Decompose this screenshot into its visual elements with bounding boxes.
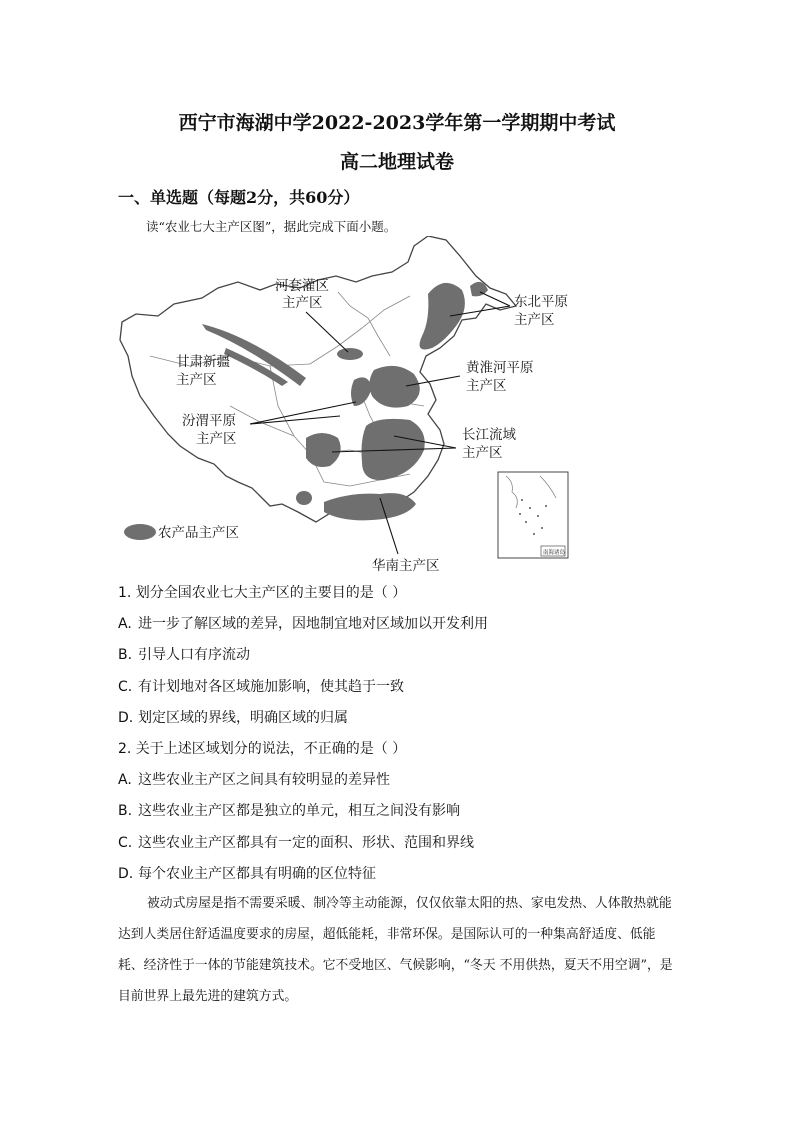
label-gansu-line1: 甘肃新疆 (176, 354, 230, 370)
option-letter: C. (118, 835, 133, 851)
option-text: 这些农业主产区之间具有较明显的差异性 (138, 772, 390, 788)
label-changjiang-line1: 长江流域 (462, 427, 516, 443)
question-2-option-c[interactable] (118, 832, 474, 852)
option-text: 这些农业主产区都是独立的单元，相互之间没有影响 (138, 803, 460, 819)
label-huanan: 华南主产区 (372, 558, 440, 574)
label-huanghuai-line2: 主产区 (466, 378, 507, 394)
label-hetao-line1: 河套灌区 (275, 278, 329, 294)
huanan-west-region (296, 491, 312, 505)
option-letter: D. (118, 710, 134, 726)
option-letter: A. (118, 772, 132, 788)
question-1-stem: 1. 划分全国农业七大主产区的主要目的是（ ） (118, 585, 407, 601)
option-letter: D. (118, 866, 134, 882)
option-letter: B. (118, 647, 133, 663)
agriculture-regions-map (110, 236, 580, 576)
question-1-option-b[interactable] (118, 644, 250, 664)
option-text: 每个农业主产区都具有明确的区位特征 (138, 866, 376, 882)
label-fenwei-line2: 主产区 (196, 431, 237, 447)
option-letter: B. (118, 803, 133, 819)
inset-label: 南海诸岛 (543, 550, 566, 556)
legend-swatch (124, 524, 156, 540)
section-title: 一、单选题（每题2分，共60分） (118, 188, 360, 207)
passage-paragraph: 被动式房屋是指不需要采暖、制冷等主动能源，仅仅依靠太阳的热、家电发热、人体散热就能达到人类居住舒适温度要求的房屋，超低能耗，非常环保。是国际认可的一种集高舒适度、低能耗、经济性于一体的节能建筑技术。它不受地区、气候影响，“冬天 不用供热，夏天不用空调”，是目前世界上最先进的建筑方式。 (118, 896, 673, 1004)
dongbei-region (420, 283, 465, 350)
huanan-region (324, 493, 416, 520)
option-letter: A. (118, 616, 132, 632)
label-gansu-line2: 主产区 (176, 372, 217, 388)
huanghuai-region (369, 366, 419, 408)
exam-subtitle: 高二地理试卷 (339, 151, 454, 173)
option-letter: C. (118, 679, 133, 695)
question-1-option-a[interactable] (118, 613, 488, 633)
changjiang-west-region (306, 433, 341, 467)
label-dongbei-line1: 东北平原 (514, 294, 568, 310)
option-text: 进一步了解区域的差异，因地制宜地对区域加以开发利用 (138, 616, 488, 632)
question-2-option-b[interactable] (118, 800, 460, 820)
hetao-region (337, 348, 363, 360)
question-2-option-a[interactable] (118, 769, 390, 789)
option-text: 这些农业主产区都具有一定的面积、形状、范围和界线 (138, 835, 474, 851)
label-dongbei-line2: 主产区 (514, 312, 555, 328)
question-2-option-d[interactable] (118, 863, 376, 883)
south-china-sea-inset (498, 472, 568, 558)
map-intro-text: 读“农业七大主产区图”，据此完成下面小题。 (146, 219, 397, 234)
question-1-option-d[interactable] (118, 707, 348, 727)
label-hetao-line2: 主产区 (282, 295, 323, 311)
question-1-option-c[interactable] (118, 676, 404, 696)
exam-title: 西宁市海湖中学2022-2023学年第一学期期中考试 (178, 112, 616, 134)
option-text: 引导人口有序流动 (138, 647, 250, 663)
option-text: 有计划地对各区域施加影响，使其趋于一致 (138, 679, 404, 695)
label-changjiang-line2: 主产区 (462, 445, 503, 461)
option-text: 划定区域的界线，明确区域的归属 (138, 710, 348, 726)
legend-label: 农产品主产区 (158, 525, 239, 541)
question-2-stem: 2. 关于上述区域划分的说法，不正确的是（ ） (118, 741, 407, 757)
label-fenwei-line1: 汾渭平原 (182, 413, 236, 429)
region-shapes (124, 282, 488, 540)
label-huanghuai-line1: 黄淮河平原 (466, 360, 534, 376)
fenwei-region (351, 377, 372, 406)
